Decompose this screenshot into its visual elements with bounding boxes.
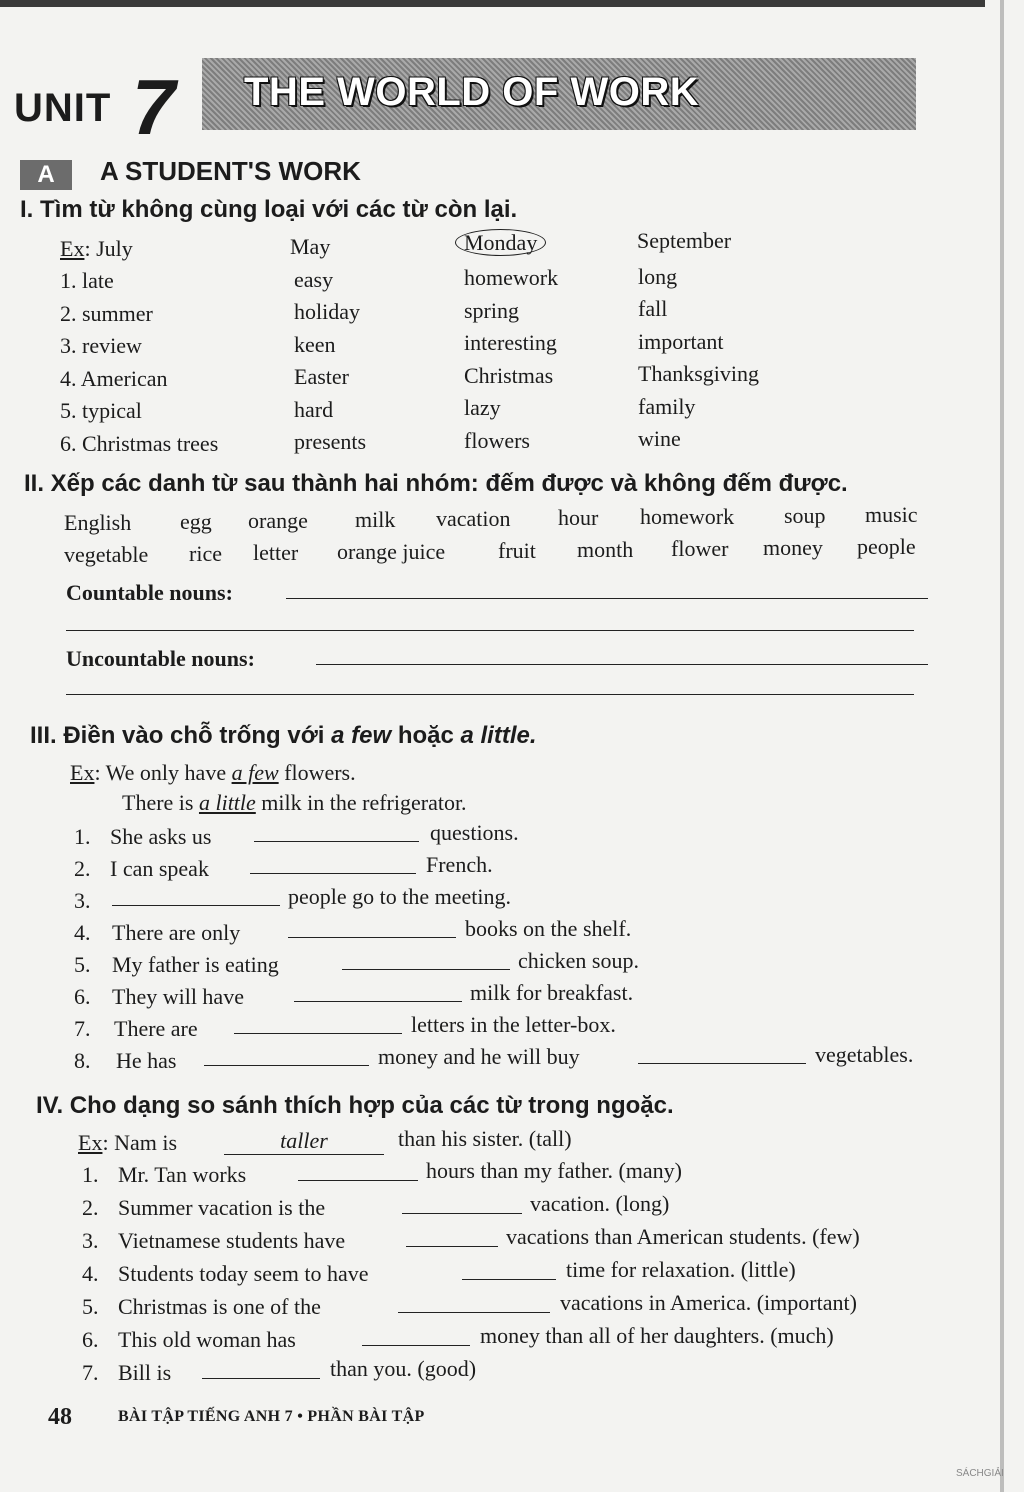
answer-blank[interactable] <box>288 937 456 938</box>
item-text: This old woman has <box>118 1327 296 1352</box>
item-text: There are <box>114 1016 198 1041</box>
item-number: 4. <box>82 1261 99 1286</box>
noun-word: people <box>857 534 916 559</box>
item-number: 2. <box>74 856 91 881</box>
item-text: My father is eating <box>112 952 279 977</box>
ex1-word: keen <box>294 331 336 357</box>
ex1-word: 2. summer <box>60 300 153 326</box>
noun-word: rice <box>189 541 222 566</box>
answer-blank[interactable] <box>298 1180 418 1181</box>
ex4-example-line <box>78 1130 177 1156</box>
noun-word: hour <box>558 505 599 530</box>
item-text: questions. <box>430 820 519 845</box>
uncountable-label: Uncountable nouns: <box>66 646 255 671</box>
answer-blank[interactable] <box>234 1033 402 1034</box>
item-number: 3. <box>82 1228 99 1253</box>
ex1-word: wine <box>638 426 681 451</box>
ex3-heading-a-few: a few <box>331 722 392 749</box>
ex1-word: presents <box>294 429 367 454</box>
ex3-heading-text: III. Điền vào chỗ trống với <box>30 722 325 749</box>
ex1-word: lazy <box>464 395 501 420</box>
ex1-word: holiday <box>294 299 360 324</box>
section-title: A STUDENT'S WORK <box>100 156 361 186</box>
item-text: hours than my father. (many) <box>426 1158 682 1183</box>
ex3-example-line-1 <box>70 760 356 786</box>
unit-title: THE WORLD OF WORK <box>244 70 700 114</box>
answer-blank[interactable] <box>112 905 280 906</box>
ex3-example-answer: a few <box>231 760 279 785</box>
answer-blank[interactable] <box>462 1279 556 1280</box>
ex4-example-answer: taller <box>224 1128 384 1155</box>
noun-word: English <box>64 510 132 535</box>
answer-blank[interactable] <box>294 1001 462 1002</box>
item-number: 3. <box>74 888 91 913</box>
item-text: French. <box>426 852 493 877</box>
answer-blank[interactable] <box>398 1312 550 1313</box>
noun-word: orange juice <box>337 539 446 564</box>
item-text: letters in the letter-box. <box>411 1012 616 1037</box>
example-label: Ex <box>78 1130 103 1155</box>
item-text: Christmas is one of the <box>118 1294 321 1319</box>
example-label: Ex <box>60 236 85 261</box>
page-number: 48 <box>48 1404 72 1430</box>
exercise-2-heading: II. Xếp các danh từ sau thành hai nhóm: đếm được và không đếm được. <box>24 470 848 497</box>
ex1-word: long <box>638 263 678 289</box>
ex1-word: homework <box>464 265 559 290</box>
ex3-heading-a-little: a little. <box>460 722 537 749</box>
unit-number: 7 <box>132 63 176 151</box>
countable-answer-line[interactable] <box>286 598 928 599</box>
exercise-1-heading: I. Tìm từ không cùng loại với các từ còn lại. <box>20 196 518 223</box>
item-text: I can speak <box>110 856 209 881</box>
ex1-word: 3. review <box>60 333 142 358</box>
item-number: 6. <box>82 1327 99 1352</box>
item-text: than you. (good) <box>330 1356 477 1381</box>
ex3-example-text: flowers. <box>284 760 356 785</box>
noun-word: fruit <box>498 538 536 563</box>
answer-blank[interactable] <box>204 1065 369 1066</box>
item-text: milk for breakfast. <box>470 980 634 1005</box>
noun-word: soup <box>784 503 826 528</box>
ex3-example-line-2 <box>122 790 467 816</box>
item-text: He has <box>116 1048 177 1073</box>
ex1-word: family <box>638 393 696 419</box>
ex3-example-answer: a little <box>198 790 256 815</box>
noun-word: money <box>763 535 823 560</box>
noun-word: vacation <box>436 506 511 531</box>
answer-blank[interactable] <box>362 1345 470 1346</box>
top-border <box>0 0 985 7</box>
item-text: Bill is <box>118 1360 172 1385</box>
answer-blank[interactable] <box>342 969 510 970</box>
noun-word: homework <box>640 504 735 529</box>
item-text: people go to the meeting. <box>288 884 511 909</box>
ex1-word: 1. late <box>60 268 114 293</box>
uncountable-answer-line[interactable] <box>316 664 928 665</box>
item-text: vacation. (long) <box>530 1191 670 1216</box>
ex3-example-text: milk in the refrigerator. <box>261 790 467 815</box>
item-text: Mr. Tan works <box>118 1162 247 1187</box>
item-number: 5. <box>82 1294 99 1319</box>
item-text: There are only <box>112 920 241 945</box>
ex1-example-word: July <box>96 236 133 261</box>
item-text: She asks us <box>110 824 212 849</box>
ex1-word: Christmas <box>464 362 554 388</box>
item-text: chicken soup. <box>518 948 639 973</box>
noun-word: egg <box>180 509 212 534</box>
item-text: time for relaxation. (little) <box>566 1257 796 1282</box>
item-text: vacations in America. (important) <box>560 1290 857 1315</box>
exercise-3-heading <box>30 722 537 750</box>
item-text: vacations than American students. (few) <box>506 1224 860 1249</box>
item-text: Summer vacation is the <box>118 1195 326 1220</box>
ex1-example-word: September <box>637 228 732 253</box>
ex1-word: important <box>638 328 724 354</box>
ex1-example-row: Ex: July <box>60 236 133 261</box>
noun-word: milk <box>355 507 396 532</box>
ex3-example-text: : We only have <box>94 760 227 785</box>
circled-answer: Monday <box>455 229 546 256</box>
item-text: Students today seem to have <box>118 1261 369 1286</box>
watermark-logo: SÁCHGIẢI <box>956 1468 1004 1479</box>
item-number: 8. <box>74 1048 91 1073</box>
item-text: vegetables. <box>815 1042 914 1067</box>
answer-blank[interactable] <box>254 841 419 842</box>
answer-blank[interactable] <box>406 1246 498 1247</box>
ex1-word: 6. Christmas trees <box>60 430 219 456</box>
noun-word: letter <box>253 540 299 565</box>
ex1-word: easy <box>294 266 334 292</box>
item-number: 5. <box>74 952 91 977</box>
item-number: 4. <box>74 920 91 945</box>
ex1-word: 5. typical <box>60 398 142 423</box>
unit-title-banner <box>202 58 916 130</box>
item-number: 1. <box>74 824 91 849</box>
section-letter-badge: A <box>20 160 72 190</box>
ex1-word: 4. American <box>60 365 168 391</box>
item-text: They will have <box>112 984 244 1009</box>
noun-word: orange <box>248 508 308 533</box>
ex1-word: hard <box>294 396 334 422</box>
item-number: 1. <box>82 1162 99 1187</box>
page-edge <box>1000 0 1004 1492</box>
ex4-example-text: : Nam is <box>102 1130 178 1155</box>
item-number: 2. <box>82 1195 99 1220</box>
unit-label: UNIT <box>14 86 112 130</box>
item-text: books on the shelf. <box>465 916 632 941</box>
item-text: money than all of her daughters. (much) <box>480 1323 834 1348</box>
answer-blank[interactable] <box>202 1378 320 1379</box>
book-title-footer: BÀI TẬP TIẾNG ANH 7 • PHẦN BÀI TẬP <box>118 1408 425 1425</box>
example-label: Ex <box>70 760 95 785</box>
item-number: 7. <box>74 1016 91 1041</box>
noun-word: month <box>577 537 634 562</box>
ex1-word: spring <box>464 297 519 323</box>
ex1-word: interesting <box>464 330 557 355</box>
answer-blank[interactable] <box>638 1063 806 1064</box>
ex4-example-text: than his sister. (tall) <box>398 1126 572 1151</box>
answer-blank[interactable] <box>250 873 416 874</box>
exercise-4-heading: IV. Cho dạng so sánh thích hợp của các từ trong ngoặc. <box>36 1092 674 1119</box>
item-text: money and he will buy <box>378 1044 580 1069</box>
ex3-heading-or: hoặc <box>397 722 454 749</box>
item-text: Vietnamese students have <box>118 1228 346 1253</box>
noun-word: vegetable <box>64 542 149 567</box>
ex1-example-answer-circled <box>463 230 546 256</box>
ex1-word: Thanksgiving <box>638 361 759 386</box>
item-number: 7. <box>82 1360 99 1385</box>
countable-label: Countable nouns: <box>66 580 233 605</box>
ex1-word: flowers <box>464 427 530 453</box>
answer-blank[interactable] <box>402 1213 522 1214</box>
ex1-word: Easter <box>294 364 349 389</box>
ex1-example-word: May <box>290 234 331 259</box>
noun-word: music <box>865 502 918 527</box>
ex3-example-text: There is <box>122 790 194 815</box>
uncountable-answer-line-2[interactable] <box>66 694 914 695</box>
item-number: 6. <box>74 984 91 1009</box>
noun-word: flower <box>671 536 729 561</box>
ex1-word: fall <box>638 296 668 321</box>
countable-answer-line-2[interactable] <box>66 630 914 631</box>
